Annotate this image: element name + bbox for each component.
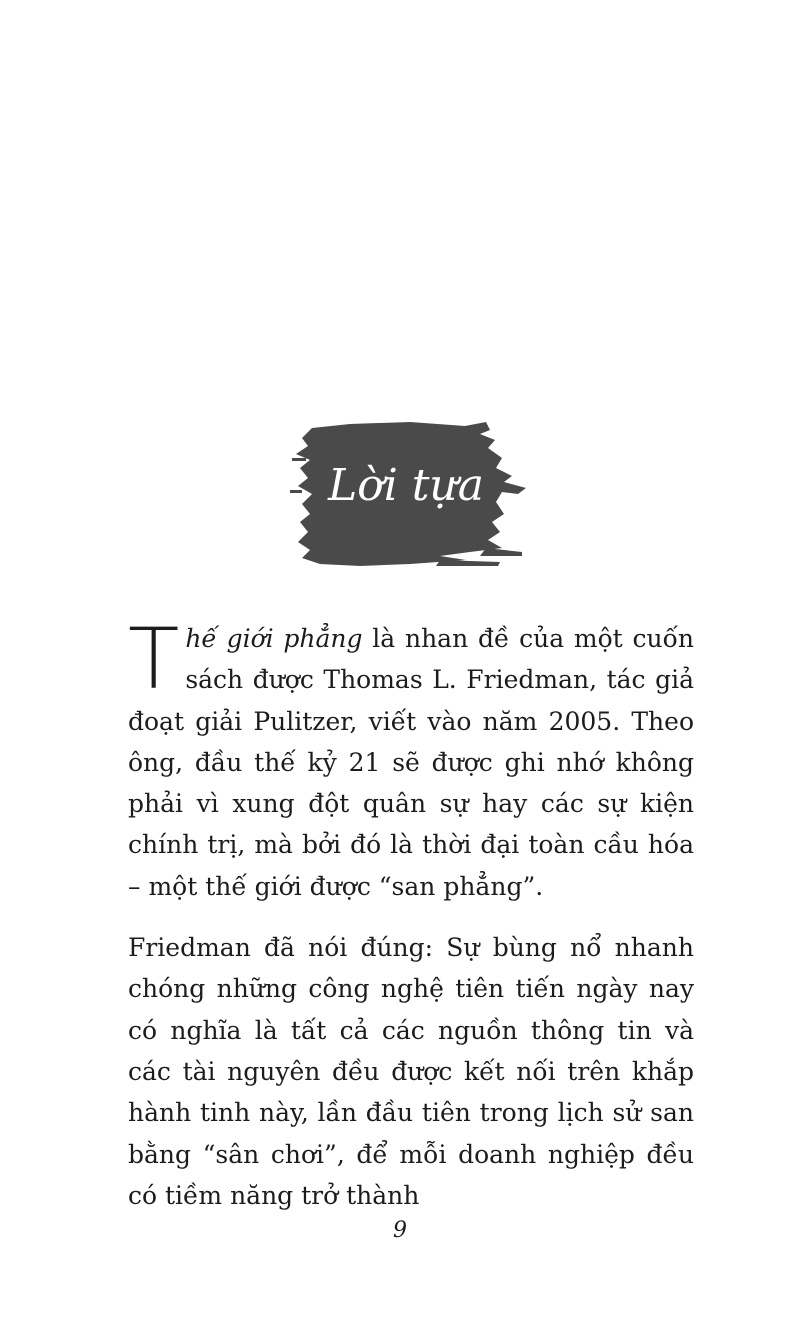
paragraph-1-text: là nhan đề của một cuốn sách được Thomas L. Friedman, tác giả đoạt giải Pulitzer, viết vào năm 2005. Theo ông, đầu thế kỷ 21 sẽ được ghi nhớ không phải vì xung đột quân sự hay các sự kiện chính trị, mà bởi đó là thời đại toàn cầu hóa – một thế giới được “san phẳng”. — [128, 624, 694, 901]
drop-cap: T — [128, 610, 180, 708]
book-title-italic: hế giới phẳng — [185, 624, 363, 653]
heading-title: Lời tựa — [327, 460, 485, 511]
body-text — [128, 610, 694, 1216]
page-number: 9 — [393, 1218, 407, 1243]
paragraph-1 — [128, 610, 694, 907]
paragraph-2: Friedman đã nói đúng: Sự bùng nổ nhanh chóng những công nghệ tiên tiến ngày nay có nghĩa là tất cả các nguồn thông tin và các tài nguyên đều được kết nối trên khắp hành tinh này, lần đầu tiên trong lịch sử san bằng “sân chơi”, để mỗi doanh nghiệp đều có tiềm năng trở thành — [128, 933, 694, 1210]
chapter-heading — [290, 418, 530, 574]
